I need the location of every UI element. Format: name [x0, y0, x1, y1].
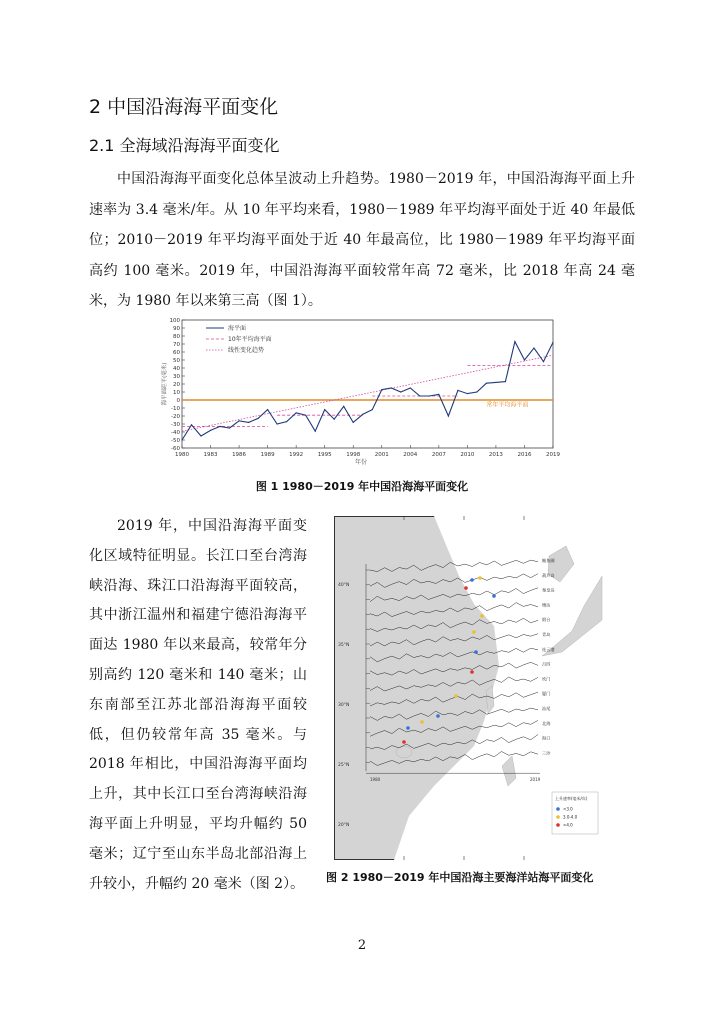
station-name-label: 青岛: [542, 632, 551, 637]
station-marker: [480, 614, 484, 618]
data-point: [495, 382, 496, 383]
y-tick-label: 60: [173, 350, 180, 356]
station-name-label: 海口: [542, 735, 551, 741]
data-point: [372, 409, 373, 410]
data-point: [514, 341, 515, 342]
map-legend-swatch: [556, 815, 560, 819]
data-point: [353, 422, 354, 423]
latitude-label: 35°N: [338, 643, 350, 648]
station-name-label: 三沙: [542, 750, 551, 756]
data-point: [448, 415, 449, 416]
x-tick-label: 1995: [317, 452, 332, 458]
legend-label: 海平面: [228, 325, 247, 332]
x-tick-label: 2007: [431, 452, 446, 458]
map-legend-swatch: [556, 807, 560, 811]
data-point: [381, 389, 382, 390]
data-point: [467, 393, 468, 394]
station-name-label: 北海: [542, 720, 551, 726]
station-marker: [464, 586, 468, 590]
sea-level-line-chart: [162, 312, 566, 470]
subsection-title: 2.1 全海域沿海海平面变化: [89, 136, 280, 155]
station-name-label: 吕四: [542, 661, 551, 667]
data-point: [543, 361, 544, 362]
data-point: [391, 387, 392, 388]
latitude-label: 40°N: [338, 583, 350, 588]
data-point: [533, 347, 534, 348]
y-tick-label: 30: [173, 374, 180, 380]
data-point: [277, 423, 278, 424]
station-name-label: 秦皇岛: [542, 587, 555, 593]
x-tick-label: 1980: [175, 452, 189, 458]
section-title: 2 中国沿海海平面变化: [89, 96, 279, 118]
station-marker: [402, 740, 406, 744]
y-tick-label: 0: [176, 398, 180, 404]
station-marker: [478, 576, 482, 580]
station-name-label: 汕尾: [542, 706, 551, 711]
data-point: [476, 391, 477, 392]
sea-level-series-line: [182, 342, 553, 440]
data-point: [219, 426, 220, 427]
data-point: [400, 391, 401, 392]
map-legend-title: 上升速率(毫米/年): [555, 796, 588, 801]
station-marker: [436, 714, 440, 718]
map-legend-swatch: [556, 823, 560, 827]
station-marker: [470, 578, 474, 582]
x-tick-label: 2013: [488, 452, 503, 458]
map-legend-label: >4.0: [563, 822, 573, 828]
data-point: [305, 415, 306, 416]
data-point: [210, 430, 211, 431]
y-tick-label: -30: [171, 422, 180, 428]
x-tick-label: 2004: [403, 452, 418, 458]
data-point: [410, 387, 411, 388]
page-number: 2: [357, 938, 367, 953]
station-name-label: 连云港: [542, 646, 555, 652]
data-point: [191, 424, 192, 425]
station-name-label: 塘沽: [542, 602, 551, 608]
x-tick-label: 1989: [260, 452, 275, 458]
y-tick-label: 70: [173, 342, 180, 348]
station-name-label: 葫芦岛: [542, 572, 555, 578]
baseline-label: 常年平均海平面: [486, 401, 529, 409]
x-tick-label: 2016: [517, 452, 532, 458]
data-point: [181, 439, 182, 440]
station-marker: [492, 594, 496, 598]
station-marker: [406, 726, 410, 730]
y-tick-label: -60: [171, 446, 180, 452]
legend-label: 10年平均海平面: [228, 336, 272, 343]
data-point: [524, 359, 525, 360]
series-axis-end: 2019: [530, 777, 541, 783]
y-tick-label: 10: [173, 390, 180, 396]
y-tick-label: 50: [173, 358, 180, 364]
body-paragraph-2: 2019 年，中国沿海海平面变化区域特征明显。长江口至台湾海峡沿海、珠江口沿海海平面较高，其中浙江温州和福建宁德沿海海平面达 1980 年以来最高，较常年分别高约 120 毫米和 140 毫米；山东南部至江苏北部沿海海平面较低，但仍较常年高 35 毫米。与 2018 年相比，中国沿海海平面均上升，其中长江口至台湾海峡沿海海平面上升明显，平均升幅约 50 毫米；辽宁至山东半岛北部沿海上升较小，升幅约 20 毫米（图 2）。: [89, 518, 307, 892]
series-axis-start: 1980: [370, 777, 381, 783]
latitude-label: 20°N: [338, 823, 350, 828]
data-point: [438, 394, 439, 395]
data-point: [296, 412, 297, 413]
x-axis-label: 年份: [354, 459, 368, 466]
station-name-label: 烟台: [542, 617, 551, 623]
y-tick-label: 100: [169, 318, 180, 324]
station-marker: [420, 720, 424, 724]
map-legend-label: <3.0: [563, 806, 573, 812]
data-point: [238, 420, 239, 421]
data-point: [258, 418, 259, 419]
y-tick-label: -20: [171, 414, 180, 420]
legend-label: 线性变化趋势: [228, 347, 265, 354]
data-point: [486, 383, 487, 384]
x-tick-label: 1983: [203, 452, 218, 458]
trend-line: [182, 355, 553, 431]
data-point: [248, 422, 249, 423]
data-point: [286, 421, 287, 422]
x-tick-label: 2010: [460, 452, 475, 458]
y-tick-label: -50: [171, 438, 180, 444]
station-name-label: 鲅鱼圈: [542, 558, 555, 563]
data-point: [457, 390, 458, 391]
data-point: [505, 381, 506, 382]
figure-2-caption: 图 2 1980－2019 年中国沿海主要海洋站海平面变化: [326, 871, 594, 884]
station-marker: [470, 670, 474, 674]
x-tick-label: 2001: [374, 452, 389, 458]
data-point: [267, 409, 268, 410]
data-point: [343, 406, 344, 407]
y-tick-label: 20: [173, 382, 180, 388]
station-marker: [454, 694, 458, 698]
data-point: [552, 342, 553, 343]
data-point: [200, 435, 201, 436]
data-point: [229, 427, 230, 428]
station-name-label: 坎门: [542, 676, 551, 682]
figure-1-caption: 图 1 1980－2019 年中国沿海海平面变化: [255, 480, 469, 493]
data-point: [419, 395, 420, 396]
latitude-label: 25°N: [338, 763, 350, 768]
station-name-label: 厦门: [542, 691, 551, 697]
data-point: [324, 409, 325, 410]
x-tick-label: 2019: [546, 452, 560, 458]
x-tick-label: 1998: [346, 452, 361, 458]
y-tick-label: 80: [173, 334, 180, 340]
x-tick-label: 1986: [232, 452, 247, 458]
station-marker: [474, 650, 478, 654]
data-point: [429, 395, 430, 396]
data-point: [362, 414, 363, 415]
station-marker: [472, 630, 476, 634]
y-tick-label: 40: [173, 366, 180, 372]
y-tick-label: 90: [173, 326, 180, 332]
x-tick-label: 1992: [289, 452, 304, 458]
y-tick-label: -10: [171, 406, 180, 412]
body-paragraph-1: 中国沿海海平面变化总体呈波动上升趋势。1980－2019 年，中国沿海海平面上升速率为 3.4 毫米/年。从 10 年平均来看，1980－1989 年平均海平面处于近 40 年最低位；2010－2019 年平均海平面处于近 40 年最高位，比 1980－1989 年平均海平面高约 100 毫米。2019 年，中国沿海海平面较常年高 72 毫米，比 2018 年高 24 毫米，为 1980 年以来第三高（图 1）。: [89, 171, 635, 309]
station-sea-level-map: [334, 516, 604, 860]
data-point: [315, 431, 316, 432]
data-point: [334, 419, 335, 420]
y-axis-label: 海平面距平(毫米): [162, 362, 168, 406]
map-legend-label: 3.0-4.0: [563, 814, 578, 820]
latitude-label: 30°N: [338, 703, 350, 708]
y-tick-label: -40: [171, 430, 180, 436]
